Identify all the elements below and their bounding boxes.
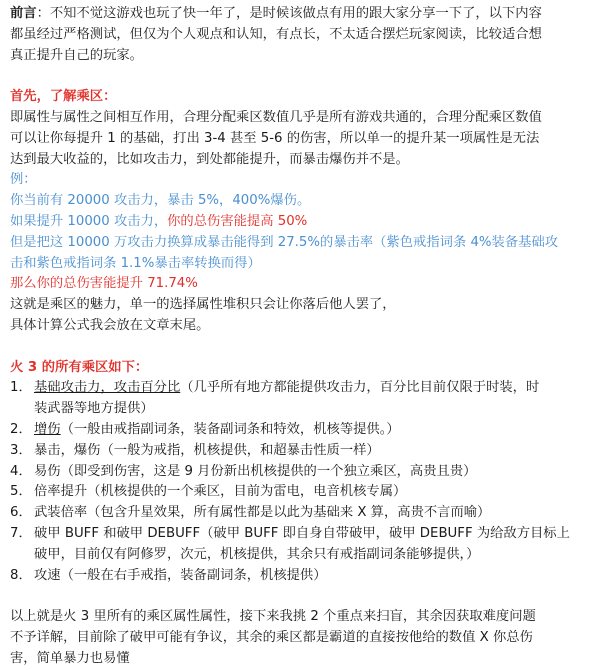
section1-p1-line-1: 即属性与属性之间相互作用，合理分配乘区数值几乎是所有游戏共通的，合理分配乘区数值: [10, 109, 542, 125]
list-item-number: 2．: [10, 421, 32, 437]
list-item-text: 攻速（一般在右手戒指，装备副词条，机核提供）: [34, 567, 327, 583]
multiplier-list: [10, 378, 612, 586]
conclusion-line-1: 以上就是火 3 里所有的乘区属性属性，接下来我挑 2 个重点来扫盲，其余因获取难度问题: [10, 609, 536, 625]
list-item: [10, 503, 612, 524]
spacer: [10, 586, 612, 607]
example-line-2: [10, 212, 612, 233]
list-item: [10, 378, 612, 420]
list-item-text-cont: 破甲，目前仅有阿修罗，次元，机核提供，其余只有戒指副词条能够提供，）: [34, 546, 480, 562]
list-item-number: 7．: [10, 525, 32, 541]
summary-line-1: 这就是乘区的魅力，单一的选择属性堆积只会让你落后他人罢了，: [10, 297, 396, 313]
intro-line-3: 真正提升自己的玩家。: [10, 47, 143, 63]
example-line-3a: 但是把这 10000 万攻击力换算成暴击能得到 27.5%的暴击率（紫色戒指词条 4%装备基础攻: [10, 234, 559, 250]
list-item-text: 倍率提升（机核提供的一个乘区，目前为雷电，电音机核专属）: [34, 484, 407, 500]
section1-heading: 首先，了解乘区：: [10, 89, 117, 105]
list-item-number: 4．: [10, 463, 32, 479]
example-line-1: 你当前有 20000 攻击力，暴击 5%，400%爆伤。: [10, 193, 311, 209]
example-line-4: 那么你的总伤害能提升 71.74%: [10, 276, 198, 292]
list-item-text: （几乎所有地方都能提供攻击力，百分比目前仅限于时装，时: [180, 380, 540, 396]
list-item: [10, 420, 612, 441]
list-item-title: 基础攻击力，攻击百分比: [34, 380, 181, 396]
list-item: [10, 482, 612, 503]
list-item-text: 武装倍率（包含升星效果，所有属性都是以此为基础来 X 算，高贵不言而喻）: [34, 505, 491, 521]
list-item-number: 8．: [10, 567, 32, 583]
list-item-number: 3．: [10, 442, 32, 458]
section1-p1-line-3: 达到最大收益的，比如攻击力，到处都能提升，而暴击爆伤并不是。: [10, 151, 409, 167]
section1-p1-line-2: 可以让你每提升 1 的基础，打出 3-4 甚至 5-6 的伤害，所以单一的提升某一项属性是无法: [10, 130, 540, 146]
section2-heading: 火 3 的所有乘区如下：: [10, 359, 149, 375]
list-item-number: 1．: [10, 380, 32, 396]
list-item-number: 6．: [10, 505, 32, 521]
list-item-text: （一般由戒指副词条，装备副词条和特效，机核等提供。）: [60, 421, 400, 437]
list-item: [10, 441, 612, 462]
conclusion-line-2: 不予详解，目前除了破甲可能有争议，其余的乘区都是霸道的直接按他给的数值 X 你总伤: [10, 629, 533, 645]
list-item-text: 暴击，爆伤（一般为戒指，机核提供，和超暴击性质一样）: [34, 442, 380, 458]
spacer: [10, 337, 612, 358]
example-line-2-a: 如果提升 10000 攻击力，: [10, 213, 168, 229]
spacer: [10, 66, 612, 87]
intro-line-2: 都虽经过严格测试，但仅为个人观点和认知，有点长，不太适合摆烂玩家阅读，比较适合想: [10, 26, 542, 42]
example-label: 例：: [10, 172, 37, 188]
example-line-3b: 击和紫色戒指词条 1.1%暴击率转换而得）: [10, 255, 261, 271]
list-item-title: 增伤: [34, 421, 61, 437]
list-item-text: 破甲 BUFF 和破甲 DEBUFF（破甲 BUFF 即自身自带破甲，破甲 DEBUFF 为给敌方目标上: [34, 525, 570, 541]
intro-text-1: 不知不觉这游戏也玩了快一年了，是时候该做点有用的跟大家分享一下了，以下内容: [49, 6, 542, 21]
list-item-text: 易伤（即受到伤害，这是 9 月份新出机核提供的一个独立乘区，高贵且贵）: [34, 463, 477, 479]
example-line-2-b: 你的总伤害能提高 50%: [167, 213, 308, 229]
list-item: [10, 524, 612, 566]
list-item: [10, 566, 612, 587]
conclusion-line-3: 害，简单暴力也易懂: [10, 650, 130, 666]
intro-colon: ：: [36, 6, 50, 21]
intro-line-1: [10, 4, 612, 25]
summary-line-2: 具体计算公式我会放在文章末尾。: [10, 317, 210, 333]
list-item-number: 5．: [10, 484, 32, 500]
intro-label: 前言: [10, 6, 37, 21]
list-item-text-cont: 装武器等地方提供）: [34, 401, 154, 417]
list-item: [10, 462, 612, 483]
